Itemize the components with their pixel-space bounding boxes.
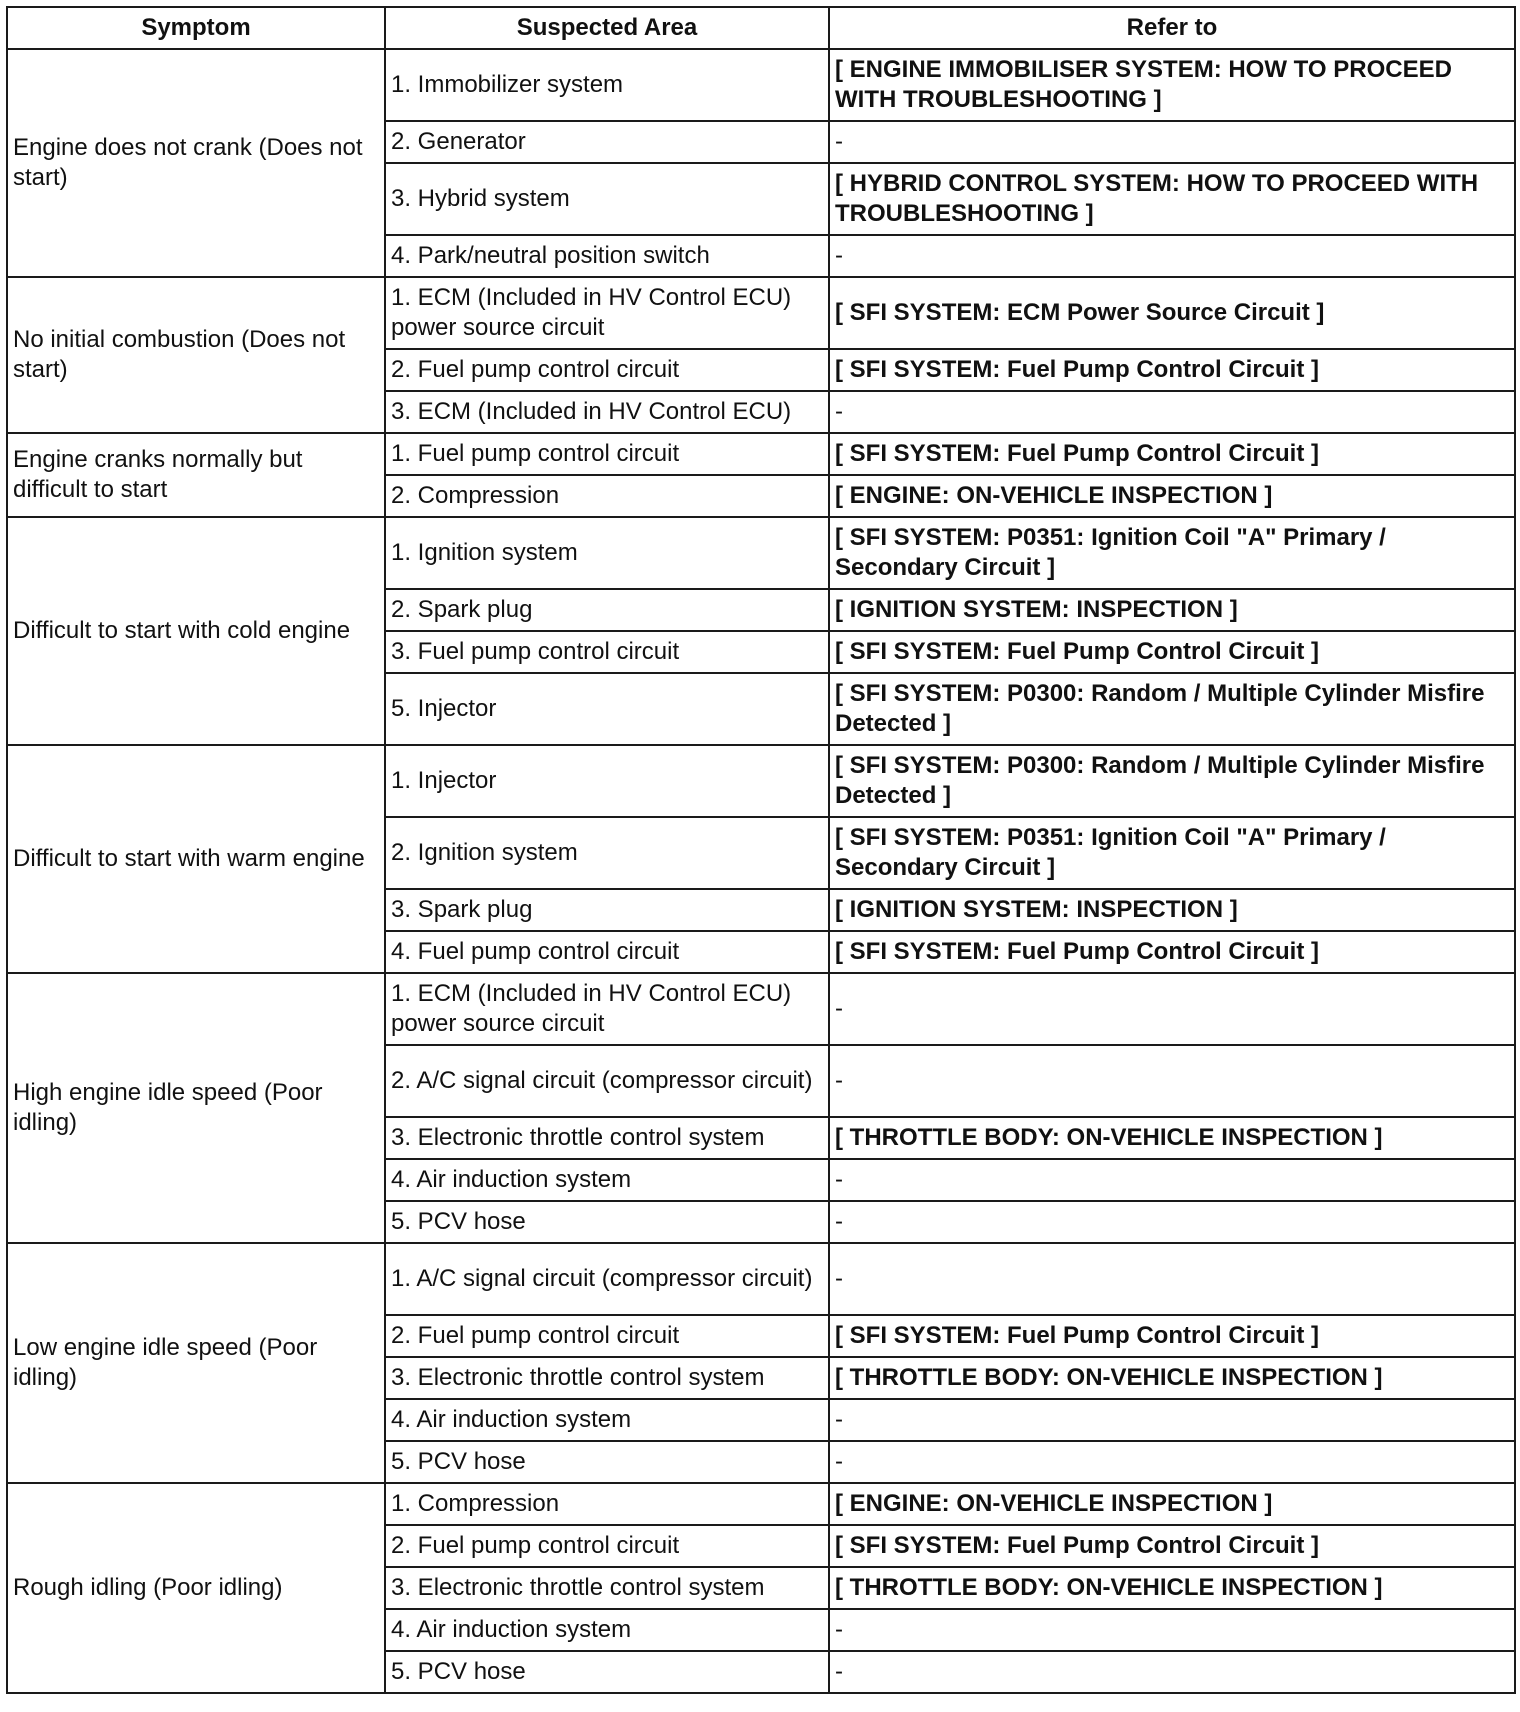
refer-to-link-cell[interactable]: [ THROTTLE BODY: ON-VEHICLE INSPECTION ] [829, 1357, 1515, 1399]
symptom-cell: Engine does not crank (Does not start) [7, 49, 385, 277]
refer-to-link-cell[interactable]: [ SFI SYSTEM: ECM Power Source Circuit ] [829, 277, 1515, 349]
symptom-cell: No initial combustion (Does not start) [7, 277, 385, 433]
suspected-area-cell: 1. A/C signal circuit (compressor circuit) [385, 1243, 829, 1315]
table-row [7, 1483, 1515, 1525]
table-row [7, 517, 1515, 589]
suspected-area-cell: 2. Spark plug [385, 589, 829, 631]
suspected-area-cell: 1. Ignition system [385, 517, 829, 589]
suspected-area-cell: 2. Generator [385, 121, 829, 163]
refer-to-link-cell[interactable]: [ THROTTLE BODY: ON-VEHICLE INSPECTION ] [829, 1567, 1515, 1609]
refer-to-empty-cell: - [829, 1159, 1515, 1201]
refer-to-empty-cell: - [829, 391, 1515, 433]
symptom-cell: Difficult to start with cold engine [7, 517, 385, 745]
suspected-area-cell: 4. Air induction system [385, 1159, 829, 1201]
troubleshooting-table [6, 6, 1516, 1694]
symptom-cell: Difficult to start with warm engine [7, 745, 385, 973]
refer-to-link-cell[interactable]: [ THROTTLE BODY: ON-VEHICLE INSPECTION ] [829, 1117, 1515, 1159]
suspected-area-cell: 5. PCV hose [385, 1441, 829, 1483]
table-row [7, 49, 1515, 121]
refer-to-empty-cell: - [829, 1045, 1515, 1117]
refer-to-link-cell[interactable]: [ SFI SYSTEM: Fuel Pump Control Circuit ] [829, 433, 1515, 475]
suspected-area-cell: 1. ECM (Included in HV Control ECU) power source circuit [385, 277, 829, 349]
symptom-cell: High engine idle speed (Poor idling) [7, 973, 385, 1243]
suspected-area-cell: 4. Park/neutral position switch [385, 235, 829, 277]
refer-to-link-cell[interactable]: [ IGNITION SYSTEM: INSPECTION ] [829, 889, 1515, 931]
suspected-area-cell: 5. PCV hose [385, 1201, 829, 1243]
refer-to-empty-cell: - [829, 235, 1515, 277]
suspected-area-cell: 3. Electronic throttle control system [385, 1357, 829, 1399]
suspected-area-cell: 2. Fuel pump control circuit [385, 349, 829, 391]
refer-to-empty-cell: - [829, 1651, 1515, 1693]
table-row [7, 277, 1515, 349]
refer-to-link-cell[interactable]: [ SFI SYSTEM: P0300: Random / Multiple Cylinder Misfire Detected ] [829, 745, 1515, 817]
suspected-area-cell: 4. Air induction system [385, 1399, 829, 1441]
refer-to-empty-cell: - [829, 1441, 1515, 1483]
symptom-cell: Low engine idle speed (Poor idling) [7, 1243, 385, 1483]
header-suspected-area: Suspected Area [385, 7, 829, 49]
suspected-area-cell: 3. Electronic throttle control system [385, 1567, 829, 1609]
refer-to-link-cell[interactable]: [ SFI SYSTEM: Fuel Pump Control Circuit ] [829, 349, 1515, 391]
suspected-area-cell: 3. Electronic throttle control system [385, 1117, 829, 1159]
suspected-area-cell: 1. Immobilizer system [385, 49, 829, 121]
table-body [7, 49, 1515, 1693]
suspected-area-cell: 3. Fuel pump control circuit [385, 631, 829, 673]
refer-to-empty-cell: - [829, 973, 1515, 1045]
table-row [7, 973, 1515, 1045]
refer-to-link-cell[interactable]: [ SFI SYSTEM: Fuel Pump Control Circuit ] [829, 1315, 1515, 1357]
suspected-area-cell: 4. Air induction system [385, 1609, 829, 1651]
refer-to-empty-cell: - [829, 1609, 1515, 1651]
header-row [7, 7, 1515, 49]
suspected-area-cell: 2. Ignition system [385, 817, 829, 889]
refer-to-link-cell[interactable]: [ IGNITION SYSTEM: INSPECTION ] [829, 589, 1515, 631]
suspected-area-cell: 3. ECM (Included in HV Control ECU) [385, 391, 829, 433]
refer-to-link-cell[interactable]: [ SFI SYSTEM: P0300: Random / Multiple Cylinder Misfire Detected ] [829, 673, 1515, 745]
refer-to-link-cell[interactable]: [ ENGINE: ON-VEHICLE INSPECTION ] [829, 475, 1515, 517]
symptom-cell: Engine cranks normally but difficult to start [7, 433, 385, 517]
table-row [7, 433, 1515, 475]
suspected-area-cell: 2. Fuel pump control circuit [385, 1315, 829, 1357]
header-symptom: Symptom [7, 7, 385, 49]
refer-to-empty-cell: - [829, 1399, 1515, 1441]
refer-to-link-cell[interactable]: [ SFI SYSTEM: P0351: Ignition Coil "A" Primary / Secondary Circuit ] [829, 517, 1515, 589]
refer-to-empty-cell: - [829, 1201, 1515, 1243]
refer-to-link-cell[interactable]: [ HYBRID CONTROL SYSTEM: HOW TO PROCEED WITH TROUBLESHOOTING ] [829, 163, 1515, 235]
suspected-area-cell: 3. Hybrid system [385, 163, 829, 235]
refer-to-link-cell[interactable]: [ ENGINE IMMOBILISER SYSTEM: HOW TO PROCEED WITH TROUBLESHOOTING ] [829, 49, 1515, 121]
refer-to-link-cell[interactable]: [ ENGINE: ON-VEHICLE INSPECTION ] [829, 1483, 1515, 1525]
refer-to-link-cell[interactable]: [ SFI SYSTEM: P0351: Ignition Coil "A" Primary / Secondary Circuit ] [829, 817, 1515, 889]
suspected-area-cell: 1. Injector [385, 745, 829, 817]
refer-to-link-cell[interactable]: [ SFI SYSTEM: Fuel Pump Control Circuit ] [829, 631, 1515, 673]
refer-to-link-cell[interactable]: [ SFI SYSTEM: Fuel Pump Control Circuit ] [829, 1525, 1515, 1567]
suspected-area-cell: 4. Fuel pump control circuit [385, 931, 829, 973]
suspected-area-cell: 2. A/C signal circuit (compressor circuit) [385, 1045, 829, 1117]
suspected-area-cell: 5. PCV hose [385, 1651, 829, 1693]
suspected-area-cell: 2. Fuel pump control circuit [385, 1525, 829, 1567]
suspected-area-cell: 5. Injector [385, 673, 829, 745]
table-row [7, 745, 1515, 817]
suspected-area-cell: 1. Fuel pump control circuit [385, 433, 829, 475]
refer-to-link-cell[interactable]: [ SFI SYSTEM: Fuel Pump Control Circuit ] [829, 931, 1515, 973]
refer-to-empty-cell: - [829, 121, 1515, 163]
suspected-area-cell: 1. Compression [385, 1483, 829, 1525]
table-row [7, 1243, 1515, 1315]
suspected-area-cell: 1. ECM (Included in HV Control ECU) power source circuit [385, 973, 829, 1045]
suspected-area-cell: 2. Compression [385, 475, 829, 517]
refer-to-empty-cell: - [829, 1243, 1515, 1315]
suspected-area-cell: 3. Spark plug [385, 889, 829, 931]
symptom-cell: Rough idling (Poor idling) [7, 1483, 385, 1693]
header-refer-to: Refer to [829, 7, 1515, 49]
